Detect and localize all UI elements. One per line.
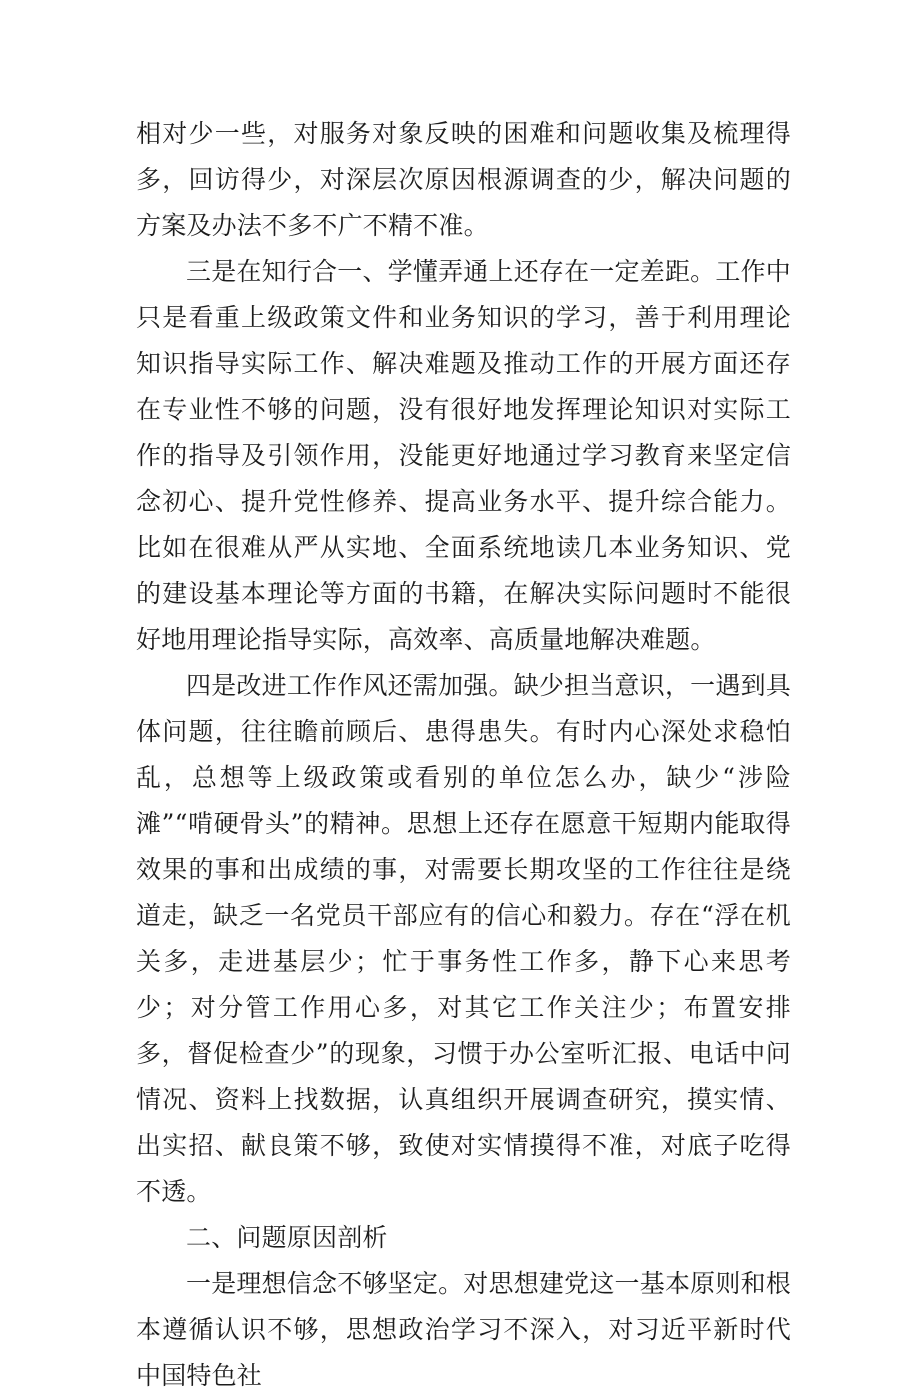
paragraph-continued: 相对少一些，对服务对象反映的困难和问题收集及梳理得多，回访得少，对深层次原因根源调查的少，解决问题的方案及办法不多不广不精不准。 [136,119,791,240]
paragraph-point-four: 四是改进工作作风还需加强。缺少担当意识，一遇到具体问题，往往瞻前顾后、患得患失。有时内心深处求稳怕乱，总想等上级政策或看别的单位怎么办，缺少“涉险滩”“啃硬骨头”的精神。思想上还存在愿意干短期内能取得效果的事和出成绩的事，对需要长期攻坚的工作往往是绕道走，缺乏一名党员干部应有的信心和毅力。存在“浮在机关多，走进基层少；忙于事务性工作多，静下心来思考少；对分管工作用心多，对其它工作关注少；布置安排多，督促检查少”的现象，习惯于办公室听汇报、电话中问情况、资料上找数据，认真组织开展调查研究，摸实情、出实招、献良策不够，致使对实情摸得不准，对底子吃得不透。 [136,671,791,1206]
paragraph-point-one: 一是理想信念不够坚定。对思想建党这一基本原则和根本遵循认识不够，思想政治学习不深入，对习近平新时代中国特色社 [136,1269,791,1390]
section-heading: 二、问题原因剖析 [186,1223,388,1252]
paragraph-point-three: 三是在知行合一、学懂弄通上还存在一定差距。工作中只是看重上级政策文件和业务知识的学习，善于利用理论知识指导实际工作、解决难题及推动工作的开展方面还存在专业性不够的问题，没有很好地发挥理论知识对实际工作的指导及引领作用，没能更好地通过学习教育来坚定信念初心、提升党性修养、提高业务水平、提升综合能力。比如在很难从严从实地、全面系统地读几本业务知识、党的建设基本理论等方面的书籍，在解决实际问题时不能很好地用理论指导实际，高效率、高质量地解决难题。 [136,257,791,654]
document-body [136,111,791,1399]
